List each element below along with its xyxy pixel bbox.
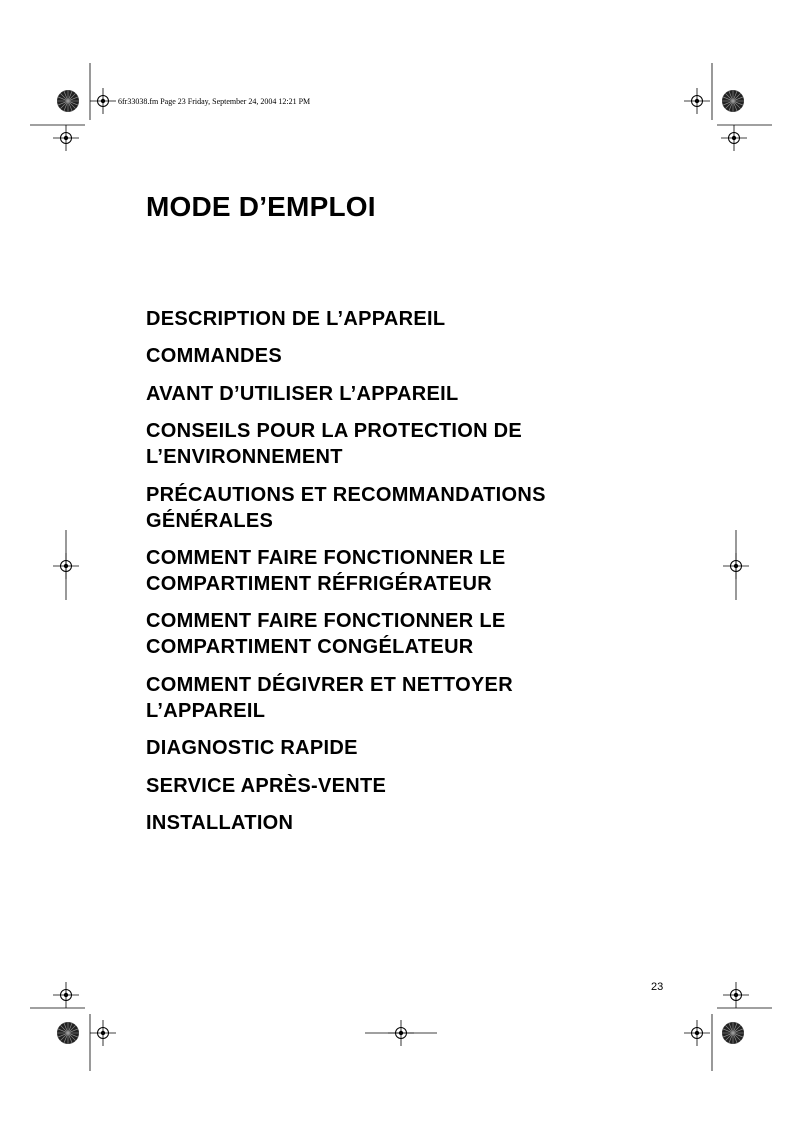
toc-entry-precautions[interactable]: PRÉCAUTIONS ET RECOMMANDATIONS GÉNÉRALES [146, 483, 546, 532]
starburst-mark-bottom-left [57, 1022, 79, 1044]
crosshair-mark-top-left-a [90, 88, 116, 114]
toc-item [146, 343, 626, 369]
crosshair-mark-bottom-right-b [684, 1020, 710, 1046]
toc-entry-service[interactable]: SERVICE APRÈS-VENTE [146, 774, 387, 797]
starburst-mark-top-left [57, 90, 79, 112]
file-info-header: 6fr33038.fm Page 23 Friday, September 24, 2004 12:21 PM [118, 97, 311, 106]
table-of-contents [146, 306, 626, 847]
toc-entry-description[interactable]: DESCRIPTION DE L’APPAREIL [146, 308, 446, 330]
toc-entry-degivrer[interactable]: COMMENT DÉGIVRER ET NETTOYER L’APPAREIL [146, 673, 513, 722]
toc-entry-conseils-environnement[interactable]: CONSEILS POUR LA PROTECTION DE L’ENVIRONNEMENT [146, 420, 523, 469]
toc-item [146, 545, 626, 597]
page-number: 23 [651, 981, 664, 993]
toc-entry-congelateur[interactable]: COMMENT FAIRE FONCTIONNER LE COMPARTIMENT CONGÉLATEUR [146, 610, 506, 659]
toc-item [146, 482, 626, 534]
toc-item [146, 735, 626, 761]
crosshair-mark-top-right-b [721, 125, 747, 151]
starburst-mark-top-right [722, 90, 744, 112]
toc-entry-avant-utiliser[interactable]: AVANT D’UTILISER L’APPAREIL [146, 382, 459, 405]
starburst-mark-bottom-right [722, 1022, 744, 1044]
crosshair-mark-top-right-a [684, 88, 710, 114]
crosshair-mark-bottom-left-b [90, 1020, 116, 1046]
toc-entry-installation[interactable]: INSTALLATION [146, 811, 294, 834]
crosshair-mark-bottom-right-a [723, 982, 749, 1008]
toc-item [146, 672, 626, 724]
toc-item [146, 306, 626, 332]
toc-entry-diagnostic[interactable]: DIAGNOSTIC RAPIDE [146, 737, 358, 760]
toc-entry-commandes[interactable]: COMMANDES [146, 345, 283, 368]
toc-item [146, 810, 626, 836]
toc-item [146, 381, 626, 407]
page-title: MODE D’EMPLOI [146, 191, 376, 222]
crosshair-mark-top-left-b [53, 125, 79, 151]
toc-item [146, 608, 626, 660]
crosshair-mark-bottom-left-a [53, 982, 79, 1008]
toc-entry-refrigerateur[interactable]: COMMENT FAIRE FONCTIONNER LE COMPARTIMENT RÉFRIGÉRATEUR [146, 546, 506, 595]
toc-item [146, 418, 626, 470]
toc-item [146, 773, 626, 799]
